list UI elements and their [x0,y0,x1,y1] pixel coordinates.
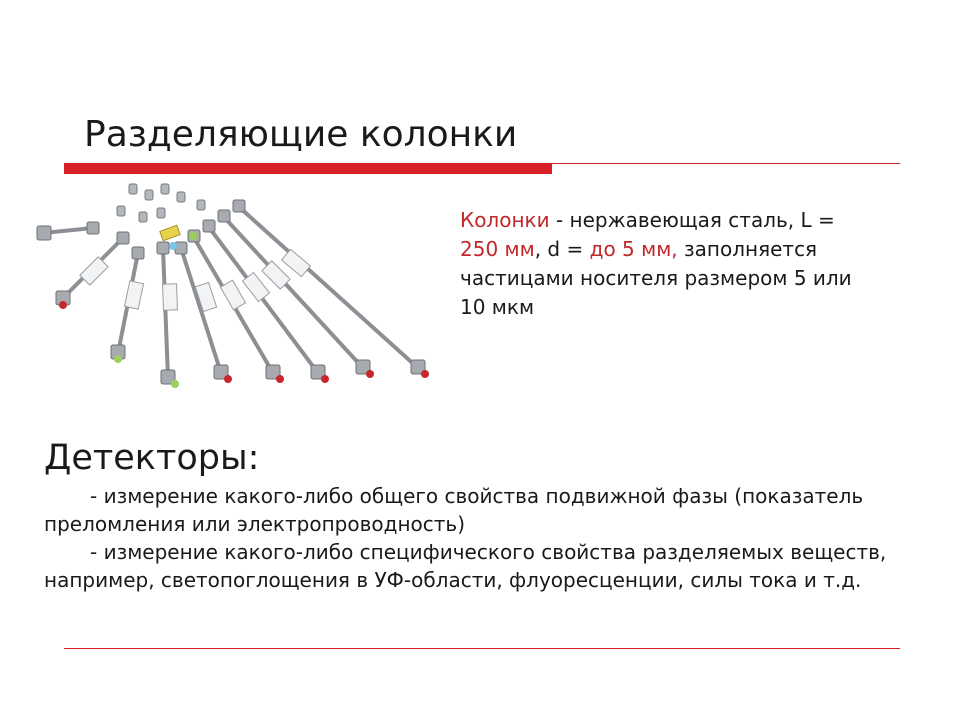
slide-title: Разделяющие колонки [84,114,518,155]
columns-description [460,206,860,322]
detectors-heading: Детекторы: [44,438,260,478]
columns-photo [33,178,435,390]
columns-text-part-2: , d = [534,237,590,261]
detectors-list [44,482,924,594]
title-underline-accent [64,163,552,174]
columns-text-part-1: - нержавеющая сталь, L = [549,208,835,232]
columns-text-part-3: заполняется частицами носителя размером 5 или 10 мкм [460,237,852,319]
title-underline-rule [552,163,900,164]
columns-term: Колонки [460,208,550,232]
column-length-value: 250 мм [460,237,535,261]
detector-item-specific: - измерение какого-либо специфического свойства разделяемых веществ, например, светопоглощения в УФ-области, флуоресценции, силы тока и т.д. [44,540,887,592]
footer-rule [64,648,900,649]
column-diameter-value: до 5 мм, [589,237,678,261]
detector-item-general: - измерение какого-либо общего свойства подвижной фазы (показатель преломления или электропроводность) [44,484,864,536]
